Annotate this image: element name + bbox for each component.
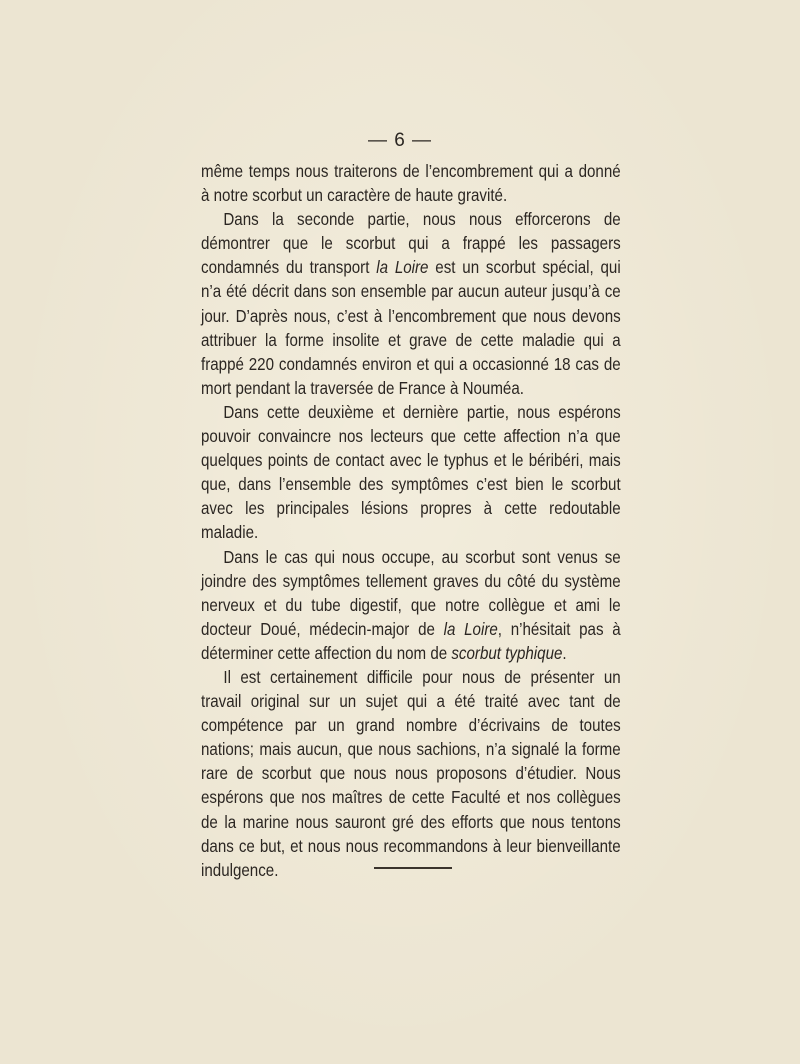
paragraph-2-part-3: est un scorbut spécial, qui n’a été décrit dans son ensemble par aucun auteur jusqu’à ce jour. D’après nous, c’est à l’encombrement que nous devons attribuer la forme insolite et grave de cette maladie qui a frappé 220 condamnés environ et qui a occasionné 18 cas de mort pendant la traversée de France à Nouméa.: [201, 257, 621, 398]
paragraph-4-part-1: Dans le cas qui nous occupe, au scorbut sont venus se joindre des symptômes tellement graves du côté du système nerveux et du tube digestif, que notre collègue et ami le docteur Doué, médecin-major de: [201, 546, 621, 639]
paragraph-4-part-5: .: [562, 642, 567, 663]
paragraph-2-part-1: Dans la seconde partie, nous nous efforcerons de démontrer que le scorbut qui a frappé les passagers condamnés du transport: [201, 209, 621, 278]
page-number: — 6 —: [367, 130, 433, 151]
paragraph-4: [201, 545, 621, 665]
paragraph-1: même temps nous traiterons de l’encombrement qui a donné à notre scorbut un caractère de haute gravité.: [201, 161, 621, 206]
body-text: [201, 159, 621, 882]
paragraph-2: [201, 207, 621, 400]
paragraph-5: Il est certainement difficile pour nous de présenter un travail original sur un sujet qui a été traité avec tant de compétence par un grand nombre d’écrivains de toutes nations; mais aucun, que nous sachions, n’a signalé la forme rare de scorbut que nous nous proposons d’étudier. Nous espérons que nos maîtres de cette Faculté et nos collègues de la marine nous sauront gré des efforts que nous tentons dans ce but, et nous nous recommandons à leur bienveillante indulgence.: [201, 666, 621, 880]
paragraph-4-italic-ship-name: la Loire: [443, 618, 498, 639]
section-end-rule: [374, 867, 452, 869]
paragraph-3: Dans cette deuxième et dernière partie, nous espérons pouvoir convaincre nos lecteurs que cette affection n’a que quelques points de contact avec le typhus et le béribéri, mais que, dans l’ensemble des symptômes c’est bien le scorbut avec les principales lésions propres à cette redoutable maladie.: [201, 401, 621, 543]
paragraph-4-italic-disease-name: scorbut typhique: [451, 642, 563, 663]
paragraph-2-italic-ship-name: la Loire: [376, 257, 429, 278]
paragraph-4-part-3: , n’hésitait pas à déterminer cette affection du nom de: [201, 618, 621, 663]
